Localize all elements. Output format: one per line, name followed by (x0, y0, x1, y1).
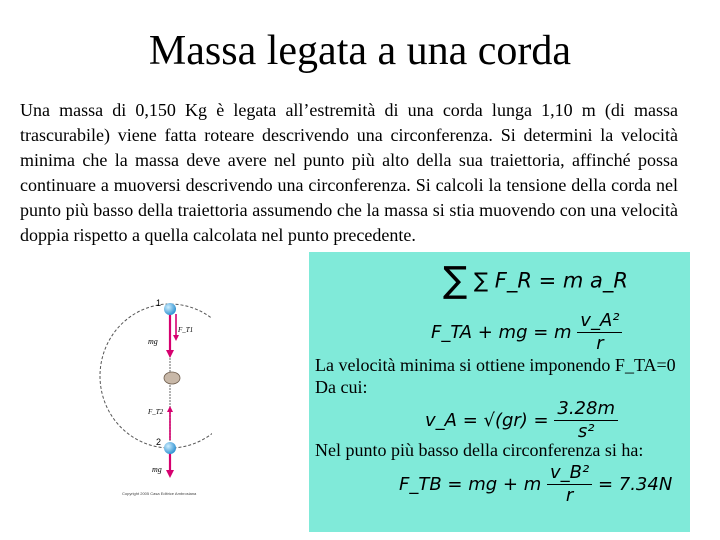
text-min-velocity: La velocità minima si ottiene imponendo F_TA=0 (315, 355, 676, 375)
equation-sum-forces: ∑ ∑ F_R = m a_R (443, 260, 628, 301)
ft2-label: F_T2 (148, 408, 164, 416)
eq2-denominator: r (596, 333, 604, 354)
mg-top-arrow (166, 350, 174, 358)
pivot-hand (164, 372, 180, 384)
mg-bottom-arrow (166, 470, 174, 478)
slide-title: Massa legata a una corda (148, 28, 572, 74)
problem-text: Una massa di 0,150 Kg è legata all’estremità di una corda lunga 1,10 m (di massa trascurabile) viene fatta roteare descrivendo una circonferenza. Si determini la velocità minima che la massa deve avere nel punto più alto della sua traiettoria, affinché possa continuare a muoversi descrivendo una circonferenza. Si calcoli la tensione della corda nel punto più basso della traiettoria assumendo che la massa si stia muovendo con una velocità doppia rispetto a quella calcolata nel punto precedente. (20, 100, 678, 245)
point-label-bottom: 2 (156, 437, 162, 447)
eq2-numerator: v_A² (577, 310, 622, 333)
trajectory-circle (100, 304, 212, 448)
text-da-cui: Da cui: (315, 377, 368, 397)
ft2-arrow (167, 406, 173, 412)
mass-top (164, 303, 176, 315)
circular-motion-figure (92, 292, 212, 500)
solution-panel (309, 252, 690, 532)
ft1-arrow (173, 335, 179, 341)
figure-copyright: Copyright 2005 Casa Editrice Ambrosiana (122, 491, 197, 496)
eq3-numerator: 3.28m (554, 398, 618, 421)
mg-bottom-label: mg (152, 465, 162, 474)
text-bottom-point: Nel punto più basso della circonferenza si ha: (315, 440, 644, 460)
equation-tension-bottom: F_TB = mg + m $\frac{\text{v\_B²}}{r}$ = 7.34N (399, 462, 673, 506)
eq4-numerator: v_B² (547, 462, 592, 485)
point-label-top: 1 (156, 298, 162, 308)
mass-bottom (164, 442, 176, 454)
equation-velocity-a: v_A = √(gr) = $\frac{3.28m}{\text{s²}}$ (425, 398, 618, 443)
mg-top-label: mg (148, 337, 158, 346)
eq3-denominator: s² (577, 421, 595, 442)
ft1-label: F_T1 (178, 326, 194, 334)
eq4-denominator: r (565, 485, 574, 506)
equation-top-point: F_TA + mg = m $\frac{\text{v\_A²}}{r}$ (431, 310, 622, 355)
